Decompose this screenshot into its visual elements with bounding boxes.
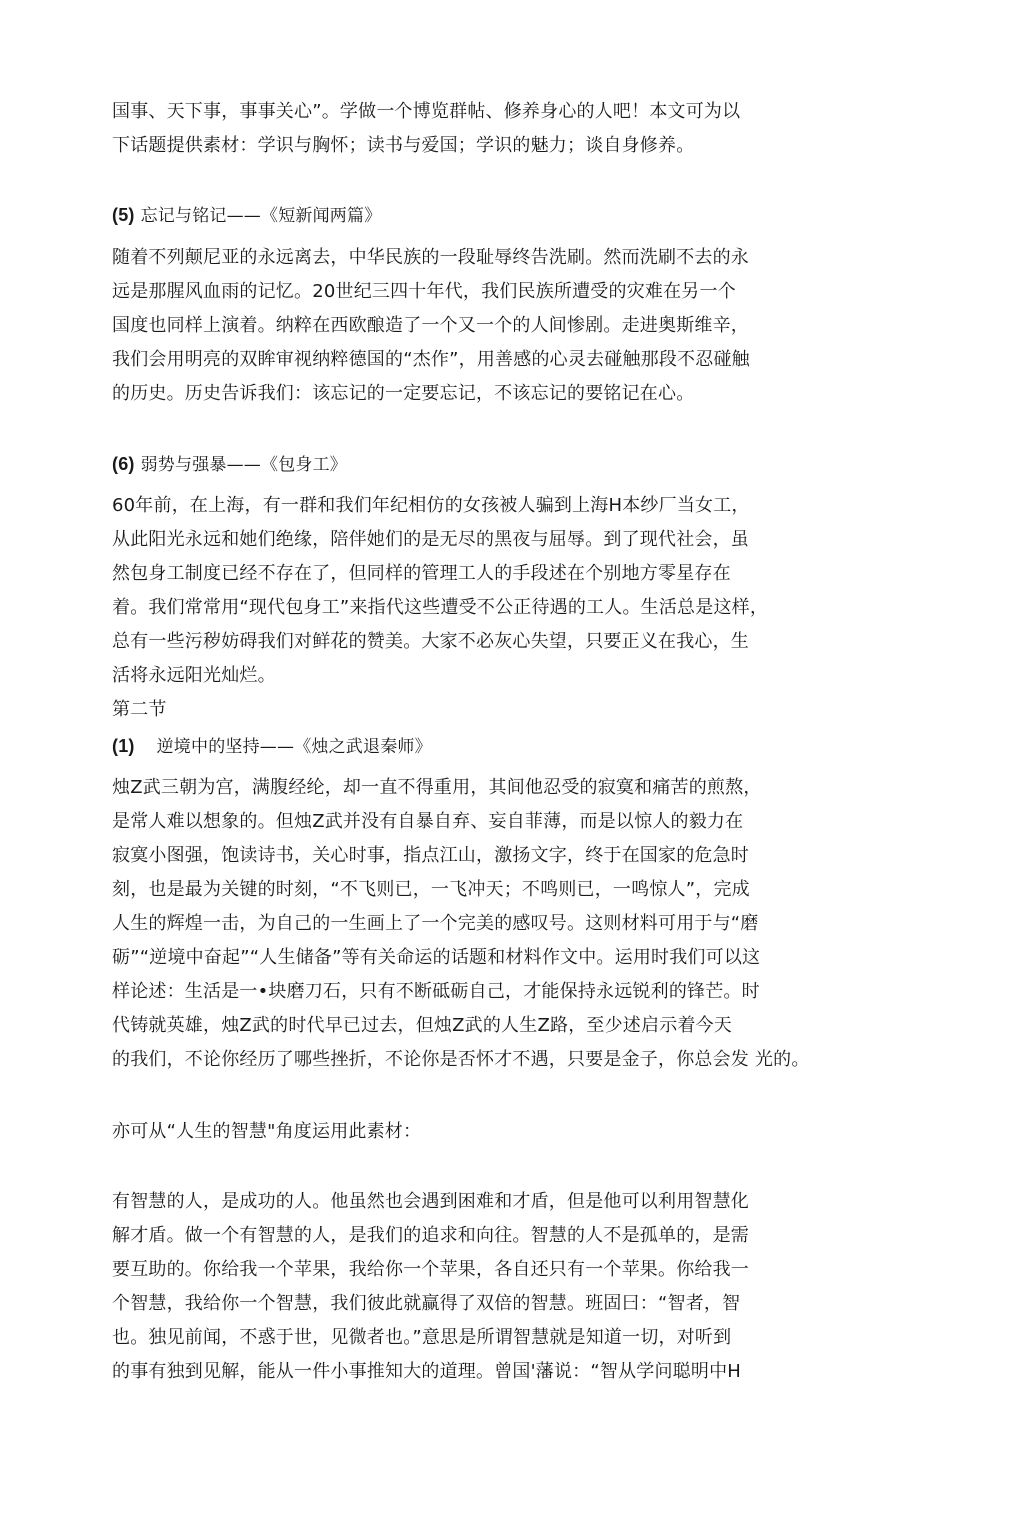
part-2-label: 第二节 bbox=[112, 699, 167, 720]
section-6-line-5: 总有一些污秽妨碍我们对鲜花的赞美。大家不必灰心失望，只要正义在我心，生 bbox=[112, 631, 749, 652]
wisdom-line-4: 个智慧，我给你一个智慧，我们彼此就赢得了双倍的智慧。班固曰：“智者，智 bbox=[112, 1293, 741, 1314]
section-1-line-4: 刻，也是最为关键的时刻，“不飞则已，一飞冲天；不鸣则已，一鸣惊人”，完成 bbox=[112, 879, 750, 900]
section-5-line-3: 国度也同样上演着。纳粹在西欧酿造了一个又一个的人间惨剧。走进奥斯维辛， bbox=[112, 315, 749, 336]
section-6-line-2: 从此阳光永远和她们绝缘，陪伴她们的是无尽的黑夜与屈辱。到了现代社会，虽 bbox=[112, 529, 749, 550]
section-1-line-9: 的我们，不论你经历了哪些挫折，不论你是否怀才不遇，只要是金子，你总会发 光的。 bbox=[112, 1049, 810, 1070]
intro-line-2: 下话题提供素材：学识与胸怀；读书与爱国；学识的魅力；谈自身修养。 bbox=[112, 135, 695, 156]
section-5-line-1: 随着不列颠尼亚的永远离去，中华民族的一段耻辱终告洗刷。然而洗刷不去的永 bbox=[112, 247, 749, 268]
section-6-number: (6) bbox=[112, 454, 135, 474]
section-6-line-6: 活将永远阳光灿烂。 bbox=[112, 665, 276, 686]
section-6-line-4: 着。我们常常用“现代包身工”来指代这些遭受不公正待遇的工人。生活总是这样， bbox=[112, 597, 769, 618]
section-5-line-2: 远是那腥风血雨的记忆。20世纪三四十年代，我们民族所遭受的灾难在另一个 bbox=[112, 281, 736, 302]
wisdom-line-3: 要互助的。你给我一个苹果，我给你一个苹果，各自还只有一个苹果。你给我一 bbox=[112, 1259, 749, 1280]
section-1-line-3: 寂寞小图强，饱读诗书，关心时事，指点江山，激扬文字，终于在国家的危急时 bbox=[112, 845, 749, 866]
section-1-line-2: 是常人难以想象的。但烛Z武并没有自暴自弃、妄自菲薄，而是以惊人的毅力在 bbox=[112, 811, 744, 832]
section-1-number: (1) bbox=[112, 736, 135, 756]
section-1-line-1: 烛Z武三朝为宫，满腹经纶，却一直不得重用，其间他忍受的寂寞和痛苦的煎熬， bbox=[112, 777, 762, 798]
wisdom-line-1: 有智慧的人，是成功的人。他虽然也会遇到困难和才盾，但是他可以利用智慧化 bbox=[112, 1191, 749, 1212]
section-5-line-5: 的历史。历史告诉我们：该忘记的一定要忘记，不该忘记的要铭记在心。 bbox=[112, 383, 695, 404]
section-5-line-4: 我们会用明亮的双眸审视纳粹德国的“杰作”，用善感的心灵去碰触那段不忍碰触 bbox=[112, 349, 750, 370]
section-5-number: (5) bbox=[112, 205, 135, 225]
section-6-title: 弱势与强暴——《包身工》 bbox=[140, 455, 348, 475]
section-1-title: 逆境中的坚持——《烛之武退秦师》 bbox=[156, 737, 432, 757]
wisdom-line-6: 的事有独到见解，能从一件小事推知大的道理。曾国'藩说：“智从学问聪明中H bbox=[112, 1361, 742, 1382]
section-6-line-1: 60年前，在上海，有一群和我们年纪相仿的女孩被人骗到上海H本纱厂当女工， bbox=[112, 495, 750, 516]
section-1-line-6: 砺”“逆境中奋起”“人生储备”等有关命运的话题和材料作文中。运用时我们可以这 bbox=[112, 947, 761, 968]
intro-line-1: 国事、天下事，事事关心”。学做一个博览群帖、修养身心的人吧！本文可为以 bbox=[112, 101, 741, 122]
wisdom-line-2: 解才盾。做一个有智慧的人，是我们的追求和向往。智慧的人不是孤单的，是需 bbox=[112, 1225, 749, 1246]
angle-line: 亦可从“人生的智慧"角度运用此素材： bbox=[112, 1121, 422, 1142]
wisdom-line-5: 也。独见前闻，不惑于世，见微者也。”意思是所谓智慧就是知道一切，对听到 bbox=[112, 1327, 732, 1348]
section-1-line-5: 人生的辉煌一击，为自己的一生画上了一个完美的感叹号。这则材料可用于与“磨 bbox=[112, 913, 759, 934]
section-1-line-8: 代铸就英雄，烛Z武的时代早已过去，但烛Z武的人生Z路，至少述启示着今天 bbox=[112, 1015, 732, 1036]
section-5-heading bbox=[112, 203, 381, 228]
section-1-line-7: 样论述：生活是一•块磨刀石，只有不断砥砺自己，才能保持永远锐利的锋芒。时 bbox=[112, 981, 760, 1002]
section-5-title: 忘记与铭记——《短新闻两篇》 bbox=[140, 206, 382, 226]
section-1-heading bbox=[112, 734, 432, 759]
section-6-heading bbox=[112, 452, 347, 477]
section-6-line-3: 然包身工制度已经不存在了，但同样的管理工人的手段述在个别地方零星存在 bbox=[112, 563, 731, 584]
